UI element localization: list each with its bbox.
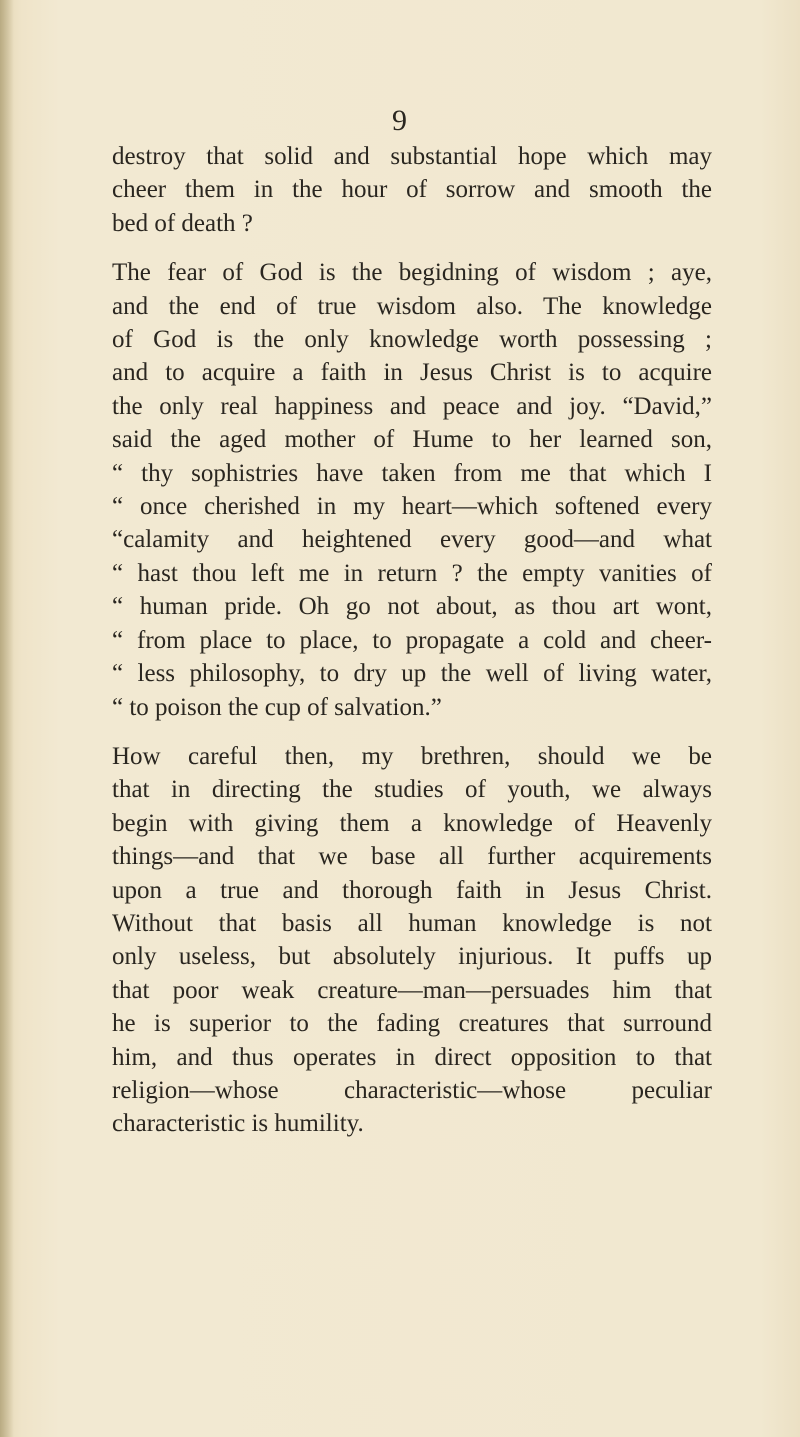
text-line: “ once cherished in my heart—which softened every (112, 493, 712, 521)
text-line: things—and that we base all further acquirements (112, 843, 712, 871)
text-line: him, and thus operates in direct opposition to that (112, 1043, 712, 1071)
text-line: characteristic is humility. (112, 1110, 364, 1138)
text-line: said the aged mother of Hume to her learned son, (112, 426, 712, 454)
text-line: “ human pride. Oh go not about, as thou art wont, (112, 593, 712, 621)
text-line: The fear of God is the begidning of wisdom ; aye, (112, 259, 712, 287)
text-line: religion—whose characteristic—whose peculiar (112, 1076, 712, 1104)
text-line: “calamity and heightened every good—and what (112, 526, 712, 554)
paragraph-2 (112, 256, 712, 724)
page-number: 9 (392, 104, 408, 137)
text-line: begin with giving them a knowledge of Heavenly (112, 809, 712, 837)
text-line: “ to poison the cup of salvation.” (112, 693, 442, 721)
text-line: that poor weak creature—man—persuades him that (112, 976, 712, 1004)
binding-gutter-shadow (0, 0, 14, 1437)
paragraph-1 (112, 140, 712, 240)
text-line: only useless, but absolutely injurious. It puffs up (112, 943, 712, 971)
text-line: that in directing the studies of youth, we always (112, 776, 712, 804)
text-line: “ from place to place, to propagate a cold and cheer- (112, 626, 712, 654)
text-line: destroy that solid and substantial hope which may (112, 143, 712, 170)
text-line: the only real happiness and peace and joy. “David,” (112, 392, 712, 420)
text-line: upon a true and thorough faith in Jesus Christ. (112, 876, 712, 904)
text-line: “ less philosophy, to dry up the well of living water, (112, 660, 712, 688)
paragraph-3 (112, 740, 712, 1141)
text-line: How careful then, my brethren, should we be (112, 742, 712, 770)
text-line: and the end of true wisdom also. The knowledge (112, 292, 712, 320)
body-text (112, 140, 712, 1157)
text-line: Without that basis all human knowledge is not (112, 909, 712, 937)
text-line: of God is the only knowledge worth possessing ; (112, 326, 712, 354)
text-line: “ hast thou left me in return ? the empty vanities of (112, 559, 712, 587)
text-line: he is superior to the fading creatures that surround (112, 1010, 712, 1038)
text-line: bed of death ? (112, 209, 253, 237)
text-line: and to acquire a faith in Jesus Christ is to acquire (112, 359, 712, 387)
text-line: “ thy sophistries have taken from me that which I (112, 459, 712, 487)
text-line: cheer them in the hour of sorrow and smooth the (112, 176, 712, 204)
